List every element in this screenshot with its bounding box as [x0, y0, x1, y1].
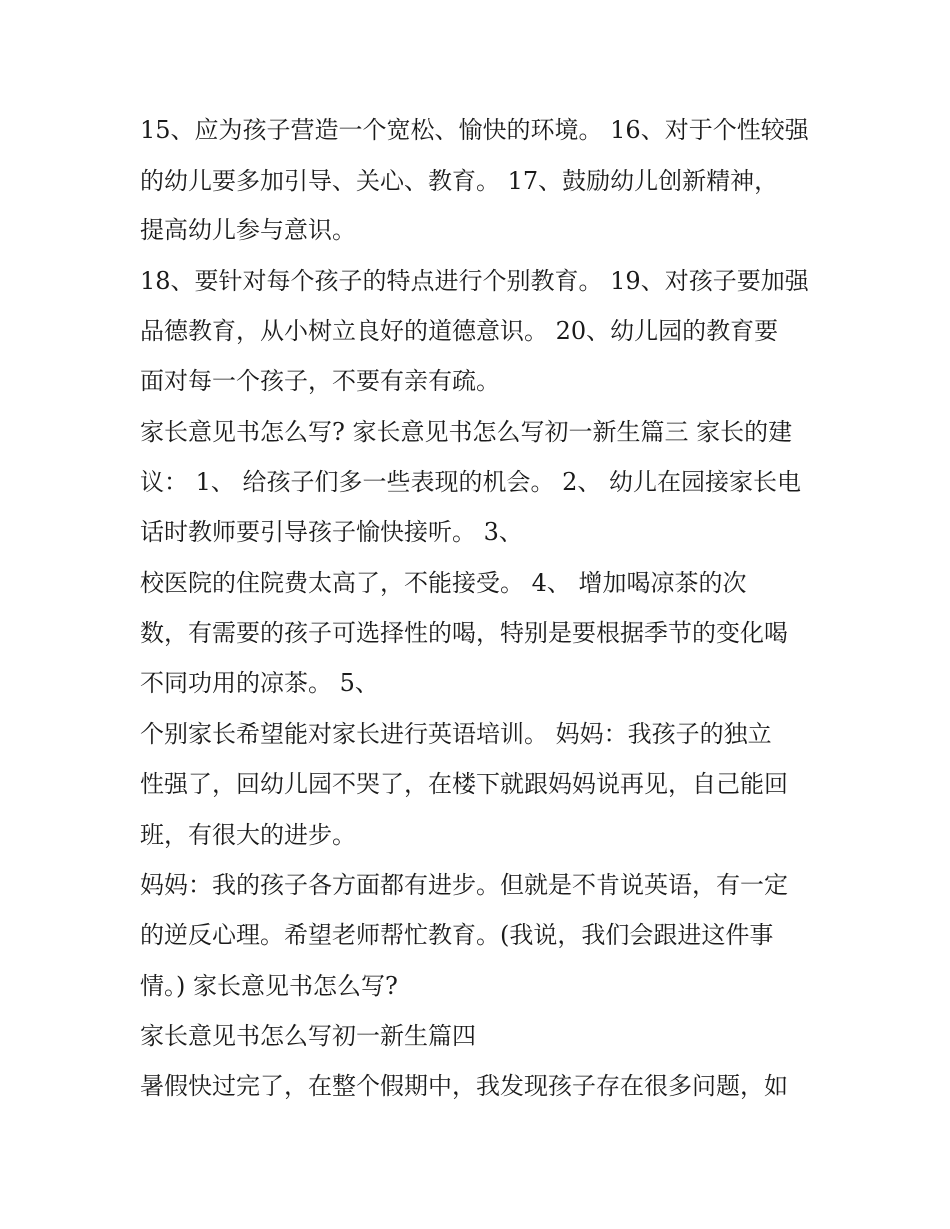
text-line-14: 性强了，回幼儿园不哭了，在楼下就跟妈妈说再见，自己能回 [140, 770, 788, 798]
text-line-1: 15、应为孩子营造一个宽松、愉快的环境。 16、对于个性较强 [140, 116, 809, 144]
text-line-10: 校医院的住院费太高了，不能接受。 4、 增加喝凉茶的次 [140, 569, 747, 597]
text-line-12: 不同功用的凉茶。 5、 [140, 669, 379, 697]
text-line-4: 18、要针对每个孩子的特点进行个别教育。 19、对孩子要加强 [140, 267, 809, 295]
text-line-8: 议： 1、 给孩子们多一些表现的机会。 2、 幼儿在园接家长电 [140, 468, 802, 496]
text-line-19: 家长意见书怎么写初一新生篇四 [140, 1022, 476, 1050]
text-line-3: 提高幼儿参与意识。 [140, 216, 356, 244]
text-line-17: 的逆反心理。希望老师帮忙教育。(我说，我们会跟进这件事 [140, 921, 774, 949]
text-line-2: 的幼儿要多加引导、关心、教育。 17、鼓励幼儿创新精神， [140, 167, 779, 195]
text-line-20: 暑假快过完了，在整个假期中，我发现孩子存在很多问题，如 [140, 1072, 788, 1100]
text-line-7: 家长意见书怎么写? 家长意见书怎么写初一新生篇三 家长的建 [140, 418, 793, 446]
text-line-11: 数，有需要的孩子可选择性的喝，特别是要根据季节的变化喝 [140, 619, 788, 647]
text-line-18: 情。) 家长意见书怎么写? [140, 972, 398, 1000]
text-line-6: 面对每一个孩子，不要有亲有疏。 [140, 367, 500, 395]
text-line-15: 班，有很大的进步。 [140, 821, 356, 849]
text-line-9: 话时教师要引导孩子愉快接听。 3、 [140, 518, 523, 546]
text-line-16: 妈妈：我的孩子各方面都有进步。但就是不肯说英语，有一定 [140, 871, 788, 899]
text-line-5: 品德教育，从小树立良好的道德意识。 20、幼儿园的教育要 [140, 317, 779, 345]
text-line-13: 个别家长希望能对家长进行英语培训。 妈妈：我孩子的独立 [140, 720, 772, 748]
